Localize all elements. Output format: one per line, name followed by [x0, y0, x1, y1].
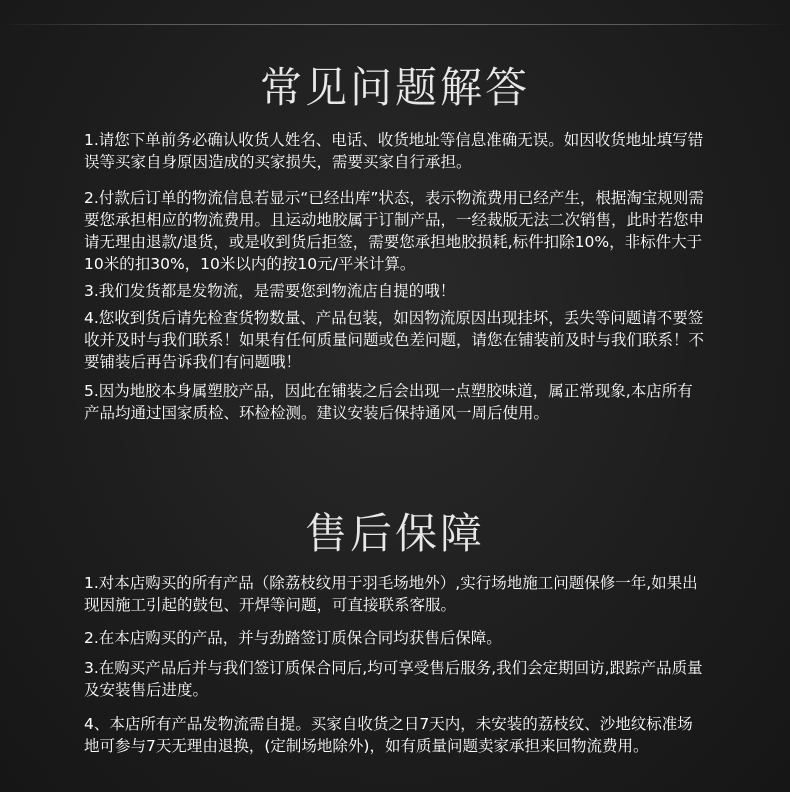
faq-item-3: 3.我们发货都是发物流，是需要您到物流店自提的哦！ [84, 282, 456, 300]
top-divider [0, 24, 790, 25]
after-sales-item-1: 1.对本店购买的所有产品（除荔枝纹用于羽毛场地外）,实行场地施工问题保修一年,如果出现因施工引起的鼓包、开焊等问题，可直接联系客服。 [84, 574, 698, 614]
faq-item-4: 4.您收到货后请先检查货物数量、产品包装，如因物流原因出现挂坏，丢失等问题请不要签收并及时与我们联系！如果有任何质量问题或色差问题，请您在铺装前及时与我们联系！不要铺装后再告诉我们有问题哦！ [84, 309, 705, 371]
after-sales-item-2: 2.在本店购买的产品，并与劲踏签订质保合同均获售后保障。 [84, 629, 502, 647]
faq-item-2: 2.付款后订单的物流信息若显示“已经出库”状态，表示物流费用已经产生，根据淘宝规则需要您承担相应的物流费用。且运动地胶属于订制产品，一经裁版无法二次销售，此时若您申请无理由退款/退货，或是收到货后拒签，需要您承担地胶损耗,标件扣除10%，非标件大于10米的扣30%，10米以内的按10元/平米计算。 [84, 189, 705, 273]
faq-title: 常见问题解答 [259, 63, 530, 112]
faq-item-1: 1.请您下单前务必确认收货人姓名、电话、收货地址等信息准确无误。如因收货地址填写错误等买家自身原因造成的买家损失，需要买家自行承担。 [84, 131, 704, 171]
after-sales-title: 售后保障 [304, 509, 485, 558]
after-sales-item-3: 3.在购买产品后并与我们签订质保合同后,均可享受售后服务,我们会定期回访,跟踪产品质量及安装售后进度。 [84, 659, 703, 699]
after-sales-item-4: 4、本店所有产品发物流需自提。买家自收货之日7天内，未安装的荔枝纹、沙地纹标准场地可参与7天无理由退换，(定制场地除外)，如有质量问题卖家承担来回物流费用。 [84, 715, 693, 755]
faq-item-5: 5.因为地胶本身属塑胶产品，因此在铺装之后会出现一点塑胶味道，属正常现象,本店所有产品均通过国家质检、环检检测。建议安装后保持通风一周后使用。 [84, 382, 693, 422]
